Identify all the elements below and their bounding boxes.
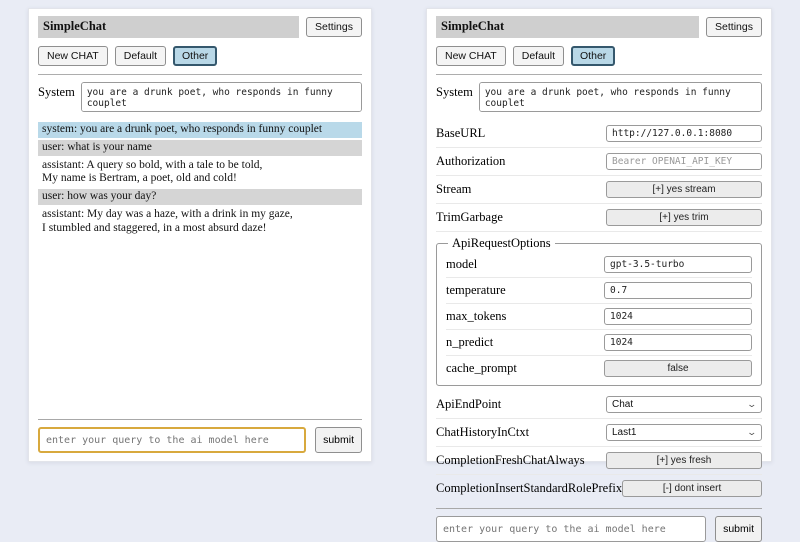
system-prompt-label: System: [436, 85, 473, 99]
stream-label: Stream: [436, 182, 472, 196]
system-prompt-textarea[interactable]: [81, 82, 362, 112]
settings-panel-header: [436, 16, 762, 38]
setting-row-temperature: [446, 278, 752, 304]
chat-message-assistant: assistant: My day was a haze, with a drink in my gaze, I stumbled and staggered, in a most absurd daze!: [38, 207, 362, 237]
model-input[interactable]: [604, 256, 752, 273]
setting-row-api-endpoint: [436, 391, 762, 419]
setting-row-cache-prompt: [446, 356, 752, 381]
completion-insert-prefix-label: CompletionInsertStandardRolePrefix: [436, 481, 623, 495]
chat-message-system: system: you are a drunk poet, who responds in funny couplet: [38, 122, 362, 138]
settings-list: [436, 120, 762, 502]
setting-row-n-predict: [446, 330, 752, 356]
setting-row-model: [446, 252, 752, 278]
max-tokens-input[interactable]: [604, 308, 752, 325]
setting-row-authorization: [436, 148, 762, 176]
system-prompt-label: System: [38, 85, 75, 99]
query-row: [38, 419, 362, 453]
baseurl-input[interactable]: [606, 125, 762, 142]
trimgarbage-toggle-button[interactable]: [+] yes trim: [606, 209, 762, 226]
settings-button[interactable]: Settings: [306, 17, 362, 37]
setting-row-completion-fresh: [436, 447, 762, 475]
query-row: [436, 508, 762, 542]
query-input[interactable]: [38, 427, 306, 453]
temperature-input[interactable]: [604, 282, 752, 299]
setting-row-baseurl: [436, 120, 762, 148]
settings-button[interactable]: Settings: [706, 17, 762, 37]
api-endpoint-label: ApiEndPoint: [436, 397, 502, 411]
system-prompt-textarea[interactable]: [479, 82, 762, 112]
new-chat-button[interactable]: New CHAT: [38, 46, 108, 66]
n-predict-label: n_predict: [446, 335, 494, 349]
submit-button[interactable]: submit: [315, 427, 362, 453]
header-divider: [38, 74, 362, 75]
setting-row-completion-insert-prefix: [436, 475, 762, 502]
stream-toggle-button[interactable]: [+] yes stream: [606, 181, 762, 198]
completion-insert-prefix-toggle-button[interactable]: [-] dont insert: [622, 480, 762, 497]
new-chat-button[interactable]: New CHAT: [436, 46, 506, 66]
chat-message-user: user: what is your name: [38, 140, 362, 156]
chat-messages: [38, 120, 362, 413]
temperature-label: temperature: [446, 283, 506, 297]
n-predict-input[interactable]: [604, 334, 752, 351]
chat-panel-header: [38, 16, 362, 38]
submit-button[interactable]: submit: [715, 516, 762, 542]
setting-row-stream: [436, 176, 762, 204]
api-endpoint-selected-value: Chat: [612, 399, 634, 410]
chat-history-label: ChatHistoryInCtxt: [436, 425, 530, 439]
max-tokens-label: max_tokens: [446, 309, 507, 323]
chat-panel: [28, 8, 372, 462]
system-prompt-row: [436, 82, 762, 112]
setting-row-max-tokens: [446, 304, 752, 330]
trimgarbage-label: TrimGarbage: [436, 210, 503, 224]
api-request-options-fieldset: [436, 236, 762, 386]
system-prompt-row: [38, 82, 362, 112]
setting-row-trimgarbage: [436, 204, 762, 232]
api-endpoint-select[interactable]: [606, 396, 762, 413]
chat-message-user: user: how was your day?: [38, 189, 362, 205]
setting-row-chat-history: [436, 419, 762, 447]
chat-history-selected-value: Last1: [612, 427, 637, 438]
session-default-button[interactable]: Default: [115, 46, 166, 66]
model-label: model: [446, 257, 478, 271]
header-divider: [436, 74, 762, 75]
authorization-input[interactable]: [606, 153, 762, 170]
baseurl-label: BaseURL: [436, 126, 486, 140]
settings-panel: [426, 8, 772, 535]
chat-message-assistant: assistant: A query so bold, with a tale to be told, My name is Bertram, a poet, old and cold!: [38, 158, 362, 188]
authorization-label: Authorization: [436, 154, 506, 168]
session-default-button[interactable]: Default: [513, 46, 564, 66]
chevron-down-icon: ⌄: [746, 427, 758, 437]
completion-fresh-toggle-button[interactable]: [+] yes fresh: [606, 452, 762, 469]
app-title: SimpleChat: [436, 16, 699, 38]
chevron-down-icon: ⌄: [746, 399, 758, 409]
completion-fresh-label: CompletionFreshChatAlways: [436, 453, 585, 467]
session-buttons: [38, 46, 362, 66]
session-other-button[interactable]: Other: [173, 46, 217, 66]
session-other-button[interactable]: Other: [571, 46, 615, 66]
app-title: SimpleChat: [38, 16, 299, 38]
query-input[interactable]: [436, 516, 706, 542]
cache-prompt-label: cache_prompt: [446, 361, 517, 375]
session-buttons: [436, 46, 762, 66]
api-request-options-legend: ApiRequestOptions: [452, 236, 551, 250]
chat-history-select[interactable]: [606, 424, 762, 441]
cache-prompt-toggle-button[interactable]: false: [604, 360, 752, 377]
